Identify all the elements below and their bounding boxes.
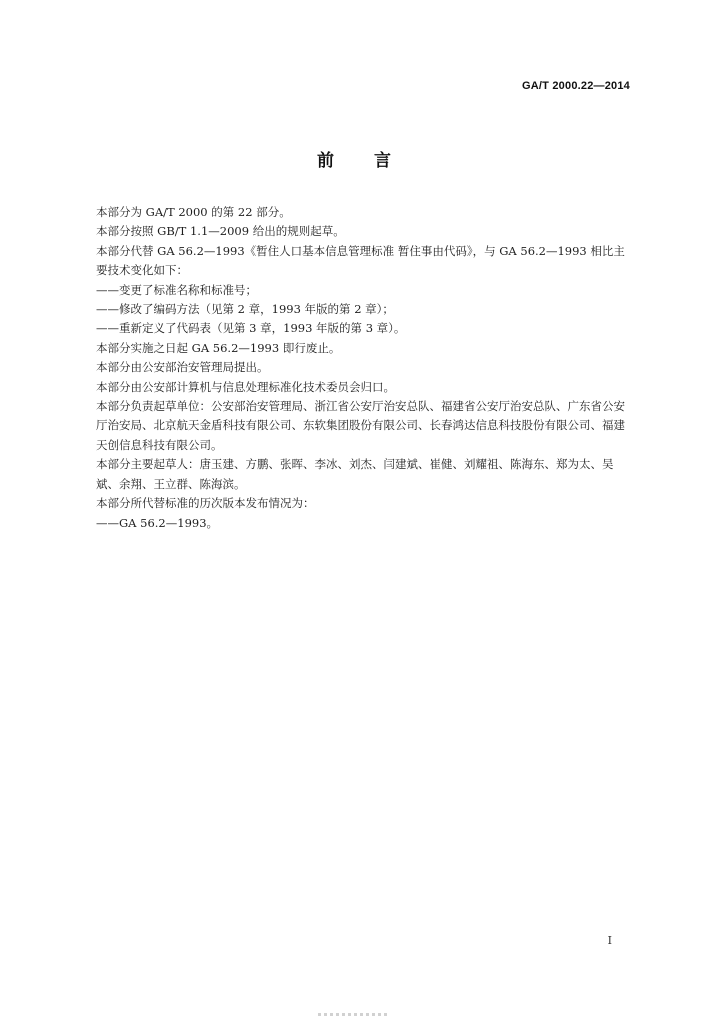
page-number: I [607,934,612,947]
footer-scan-mark [318,1013,390,1016]
paragraph-version-history: 本部分所代替标准的历次版本发布情况为： [96,496,315,511]
paragraph-replacement: 本部分代替 GA 56.2—1993《暂住人口基本信息管理标准 暂住事由代码》，与 GA 56.2—1993 相比主要技术变化如下： [96,243,625,278]
paragraph-change-2: ——修改了编码方法（见第 2 章，1993 年版的第 2 章）； [96,302,394,317]
foreword-body [88,203,636,533]
paragraph-part-statement: 本部分为 GA/T 2000 的第 22 部分。 [96,205,291,219]
paragraph-abolishment: 本部分实施之日起 GA 56.2—1993 即行废止。 [96,340,341,355]
paragraph-change-3: ——重新定义了代码表（见第 3 章，1993 年版的第 3 章）。 [96,321,406,336]
paragraph-proposer: 本部分由公安部治安管理局提出。 [96,360,269,375]
standard-number: GA/T 2000.22—2014 [522,80,630,92]
page-title: 前言 [317,151,431,171]
paragraph-technical-committee: 本部分由公安部计算机与信息处理标准化技术委员会归口。 [96,379,395,394]
paragraph-previous-version: ——GA 56.2—1993。 [96,515,219,530]
paragraph-drafting-units: 本部分负责起草单位：公安部治安管理局、浙江省公安厅治安总队、福建省公安厅治安总队、广东省公安厅治安局、北京航天金盾科技有限公司、东软集团股份有限公司、长春鸿达信息科技股份有限公司、福建天创信息科技有限公司。 [96,399,625,452]
paragraph-change-1: ——变更了标准名称和标准号； [96,282,257,297]
paragraph-drafting-rules: 本部分按照 GB/T 1.1—2009 给出的规则起草。 [96,224,345,239]
paragraph-drafters: 本部分主要起草人：唐玉建、方鹏、张晖、李冰、刘杰、闫建斌、崔健、刘耀祖、陈海东、郑为太、吴斌、余翔、王立群、陈海滨。 [96,457,614,491]
